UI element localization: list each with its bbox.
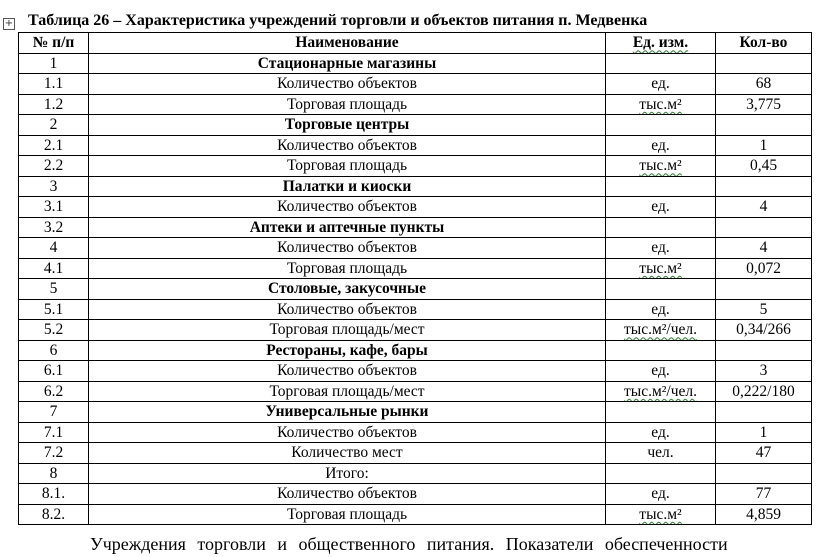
- cell-name: Аптеки и аптечные пункты: [89, 217, 606, 238]
- cell-number: 6.2: [19, 381, 89, 402]
- table-row: [19, 463, 812, 484]
- cell-unit: [606, 340, 716, 361]
- table-row: [19, 156, 812, 177]
- cell-number: 7: [19, 402, 89, 423]
- cell-number: 2.1: [19, 135, 89, 156]
- cell-name: Палатки и киоски: [89, 176, 606, 197]
- cell-number: 6: [19, 340, 89, 361]
- cell-unit: тыс.м²: [606, 258, 716, 279]
- table-row: [19, 422, 812, 443]
- cell-unit: тыс.м²/чел.: [606, 320, 716, 341]
- cell-quantity: 4: [716, 238, 812, 259]
- cell-unit: ед.: [606, 299, 716, 320]
- table-row: [19, 238, 812, 259]
- table-row: [19, 135, 812, 156]
- cell-number: 2.2: [19, 156, 89, 177]
- cell-name: Количество объектов: [89, 197, 606, 218]
- cell-unit: ед.: [606, 135, 716, 156]
- cell-quantity: [716, 340, 812, 361]
- table-row: [19, 94, 812, 115]
- cell-name: Столовые, закусочные: [89, 279, 606, 300]
- cell-unit: [606, 402, 716, 423]
- table-row: [19, 176, 812, 197]
- table-row: [19, 197, 812, 218]
- cell-unit: ед.: [606, 74, 716, 95]
- table-row: [19, 299, 812, 320]
- cell-quantity: [716, 217, 812, 238]
- cell-name: Количество объектов: [89, 299, 606, 320]
- cell-number: 1.2: [19, 94, 89, 115]
- header-quantity: Кол-во: [716, 33, 812, 54]
- cell-name: Количество объектов: [89, 422, 606, 443]
- header-unit: Ед. изм.: [606, 33, 716, 54]
- cell-number: 7.2: [19, 443, 89, 464]
- header-name: Наименование: [89, 33, 606, 54]
- cell-unit: ед.: [606, 422, 716, 443]
- cell-quantity: 1: [716, 135, 812, 156]
- table-row: [19, 115, 812, 136]
- cell-quantity: [716, 53, 812, 74]
- cell-name: Универсальные рынки: [89, 402, 606, 423]
- table-row: [19, 320, 812, 341]
- cell-quantity: 68: [716, 74, 812, 95]
- cell-number: 7.1: [19, 422, 89, 443]
- cell-number: 5: [19, 279, 89, 300]
- cell-number: 8: [19, 463, 89, 484]
- table-row: [19, 402, 812, 423]
- cell-number: 5.1: [19, 299, 89, 320]
- cell-number: 3.1: [19, 197, 89, 218]
- table-row: [19, 340, 812, 361]
- cell-quantity: 3,775: [716, 94, 812, 115]
- table-row: [19, 443, 812, 464]
- cell-name: Торговая площадь: [89, 156, 606, 177]
- cell-name: Торговая площадь: [89, 258, 606, 279]
- cell-quantity: 77: [716, 484, 812, 505]
- cell-quantity: 0,45: [716, 156, 812, 177]
- facilities-table: [18, 32, 812, 525]
- cell-number: 6.1: [19, 361, 89, 382]
- cell-number: 3: [19, 176, 89, 197]
- table-move-handle-icon[interactable]: +: [4, 18, 14, 29]
- cell-name: Рестораны, кафе, бары: [89, 340, 606, 361]
- cell-quantity: 0,222/180: [716, 381, 812, 402]
- cell-name: Торговая площадь/мест: [89, 381, 606, 402]
- cell-name: Количество объектов: [89, 238, 606, 259]
- table-row: [19, 217, 812, 238]
- cell-number: 2: [19, 115, 89, 136]
- cell-name: Стационарные магазины: [89, 53, 606, 74]
- cell-unit: [606, 463, 716, 484]
- table-row: [19, 381, 812, 402]
- cell-unit: ед.: [606, 197, 716, 218]
- cell-number: 8.1.: [19, 484, 89, 505]
- cell-unit: [606, 279, 716, 300]
- table-row: [19, 258, 812, 279]
- cell-unit: ед.: [606, 361, 716, 382]
- table-header-row: [19, 33, 812, 54]
- cell-quantity: [716, 463, 812, 484]
- cell-quantity: 0,072: [716, 258, 812, 279]
- cell-number: 5.2: [19, 320, 89, 341]
- header-number: № п/п: [19, 33, 89, 54]
- table-row: [19, 74, 812, 95]
- cell-quantity: [716, 176, 812, 197]
- cell-name: Итого:: [89, 463, 606, 484]
- cell-unit: ед.: [606, 484, 716, 505]
- cell-quantity: [716, 279, 812, 300]
- cell-unit: тыс.м²: [606, 156, 716, 177]
- cell-name: Количество объектов: [89, 74, 606, 95]
- cell-number: 8.2.: [19, 504, 89, 525]
- cell-quantity: 5: [716, 299, 812, 320]
- cell-number: 1.1: [19, 74, 89, 95]
- cell-unit: тыс.м²: [606, 94, 716, 115]
- table-row: [19, 504, 812, 525]
- cell-quantity: 0,34/266: [716, 320, 812, 341]
- cell-name: Торговая площадь: [89, 504, 606, 525]
- cell-quantity: [716, 402, 812, 423]
- cell-quantity: 4: [716, 197, 812, 218]
- cell-unit: [606, 217, 716, 238]
- cell-unit: [606, 53, 716, 74]
- table-row: [19, 484, 812, 505]
- cell-name: Торговая площадь: [89, 94, 606, 115]
- cell-unit: [606, 115, 716, 136]
- cell-number: 4: [19, 238, 89, 259]
- body-paragraph: Учреждения торговли и общественного питания. Показатели обеспеченности: [90, 534, 728, 554]
- cell-name: Торговые центры: [89, 115, 606, 136]
- cell-quantity: [716, 115, 812, 136]
- cell-number: 1: [19, 53, 89, 74]
- cell-name: Количество объектов: [89, 361, 606, 382]
- cell-name: Количество объектов: [89, 484, 606, 505]
- cell-unit: [606, 176, 716, 197]
- cell-quantity: 47: [716, 443, 812, 464]
- cell-name: Количество мест: [89, 443, 606, 464]
- table-row: [19, 279, 812, 300]
- cell-number: 4.1: [19, 258, 89, 279]
- table-caption: Таблица 26 – Характеристика учреждений торговли и объектов питания п. Медвенка: [28, 12, 648, 29]
- cell-number: 3.2: [19, 217, 89, 238]
- cell-name: Торговая площадь/мест: [89, 320, 606, 341]
- cell-unit: ед.: [606, 238, 716, 259]
- table-row: [19, 53, 812, 74]
- cell-unit: тыс.м²/чел.: [606, 381, 716, 402]
- cell-quantity: 3: [716, 361, 812, 382]
- cell-name: Количество объектов: [89, 135, 606, 156]
- table-body: [19, 53, 812, 525]
- cell-unit: тыс.м²: [606, 504, 716, 525]
- cell-quantity: 4,859: [716, 504, 812, 525]
- cell-unit: чел.: [606, 443, 716, 464]
- table-row: [19, 361, 812, 382]
- cell-quantity: 1: [716, 422, 812, 443]
